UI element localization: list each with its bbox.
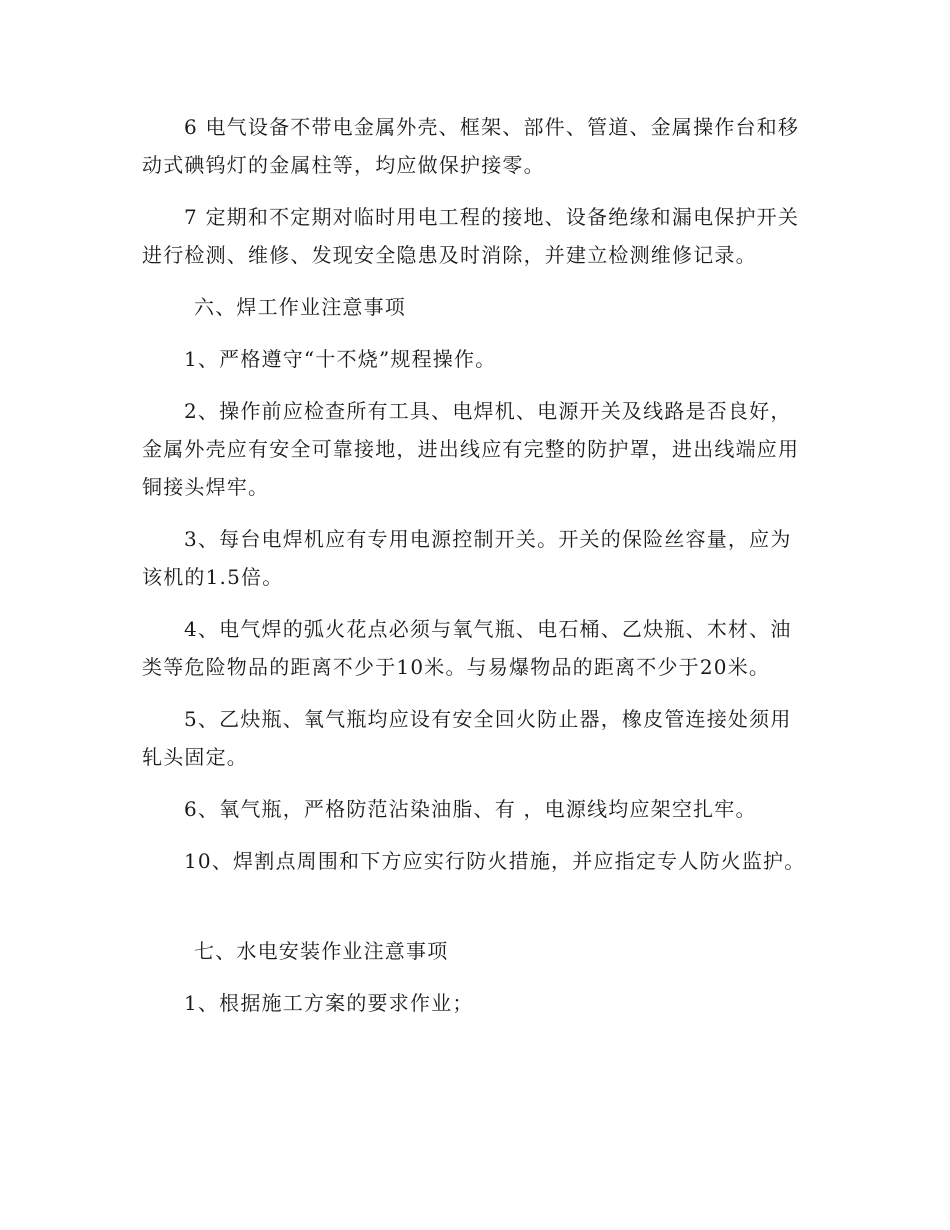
paragraph-welding-item-1: 1、严格遵守“十不烧”规程操作。: [184, 347, 497, 371]
section-heading-welding: 六、焊工作业注意事项: [194, 295, 406, 319]
paragraph-welding-item-6: 6、氧气瓶，严格防范沾染油脂、有 ，电源线均应架空扎牢。: [184, 797, 757, 821]
paragraph-welding-item-10: 10、焊割点周围和下方应实行防火措施，并应指定专人防火监护。: [184, 849, 806, 873]
paragraph-welding-item-4: 4、电气焊的弧火花点必须与氧气瓶、电石桶、乙炔瓶、木材、油类等危险物品的距离不少于10米。与易爆物品的距离不少于20米。: [142, 617, 792, 679]
section-heading-plumbing: 七、水电安装作业注意事项: [194, 939, 449, 963]
paragraph-welding-item-3: 3、每台电焊机应有专用电源控制开关。开关的保险丝容量，应为该机的1.5倍。: [142, 527, 792, 589]
paragraph-welding-item-5: 5、乙炔瓶、氧气瓶均应设有安全回火防止器，橡皮管连接处须用轧头固定。: [142, 707, 792, 769]
paragraph-grounding-item-6: 6 电气设备不带电金属外壳、框架、部件、管道、金属操作台和移动式碘钨灯的金属柱等，均应做保护接零。: [142, 115, 800, 177]
paragraph-welding-item-2: 2、操作前应检查所有工具、电焊机、电源开关及线路是否良好，金属外壳应有安全可靠接地，进出线应有完整的防护罩，进出线端应用铜接头焊牢。: [142, 399, 800, 499]
paragraph-plumbing-item-1: 1、根据施工方案的要求作业；: [184, 991, 474, 1015]
paragraph-grounding-item-7: 7 定期和不定期对临时用电工程的接地、设备绝缘和漏电保护开关进行检测、维修、发现安全隐患及时消除，并建立检测维修记录。: [142, 205, 800, 267]
